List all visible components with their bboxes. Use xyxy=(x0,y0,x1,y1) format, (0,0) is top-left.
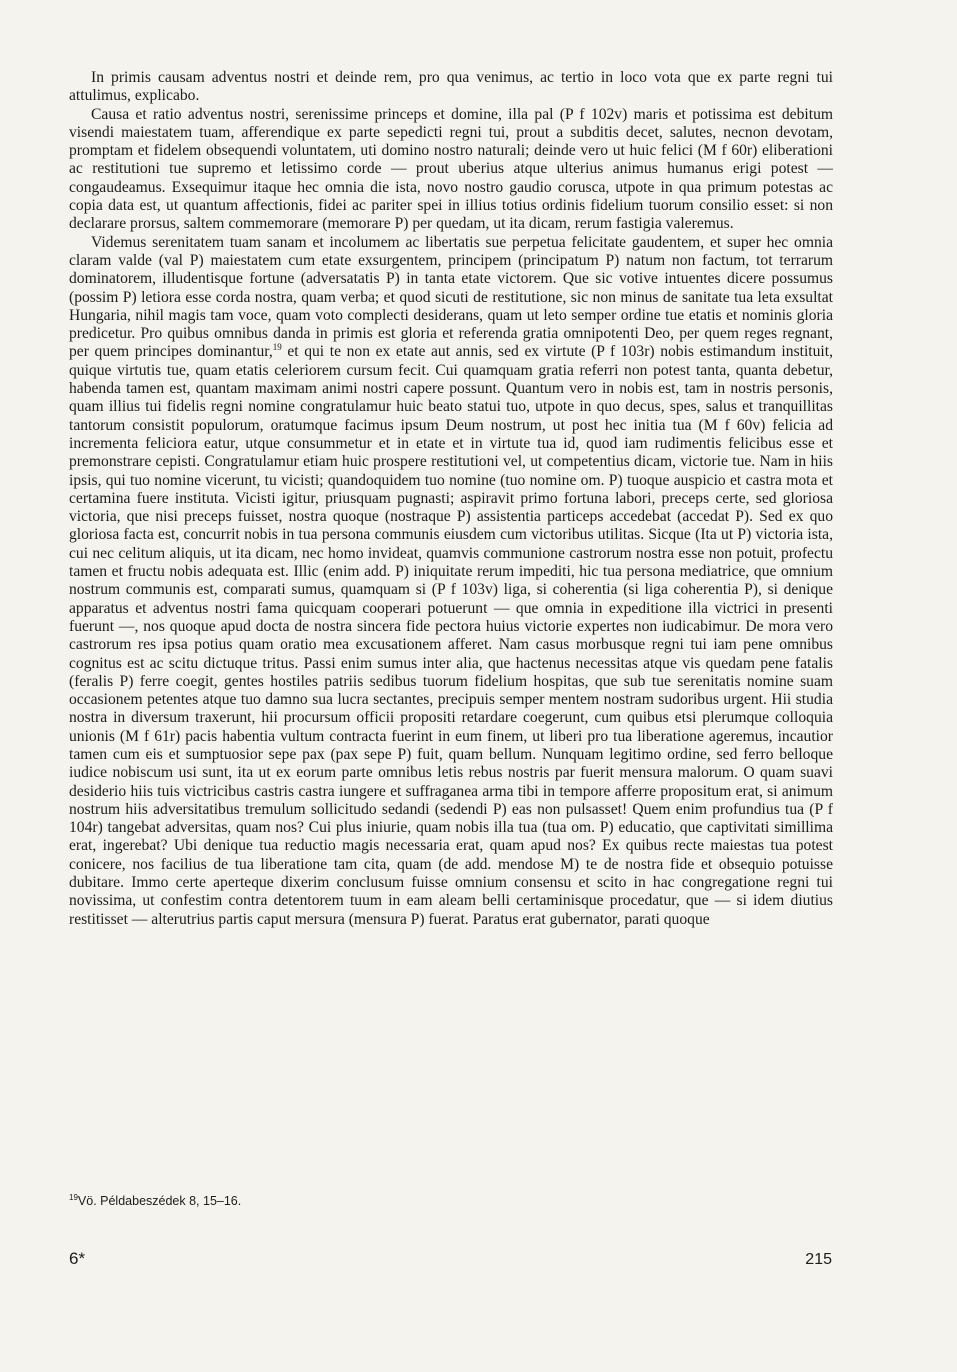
paragraph-intro: In primis causam adventus nostri et deinde rem, pro qua venimus, ac tertio in loco vota que ex parte regni tui attulimus, explicabo. xyxy=(69,69,833,105)
page-number: 215 xyxy=(805,1251,832,1268)
paragraph-videmus-part2: et qui te non ex etate aut annis, sed ex virtute (P f 103r) nobis estimandum instituit, quique virtutis tue, quam etatis celeriorem cursum fecit. Cui quamquam gratia referri non potest tanta, quanta debetur, habenda tamen est, quantam maximam animi nostri capere possunt. Quantum vero in nobis est, tam in nostris personis, quam illius tui fidelis regni nomine congratulamur huic beato statui tuo, utpote in quo decus, spes, salus et tranquillitas tantorum consistit populorum, oratumque facimus ipsum Deum nostrum, ut post hec initia tua (M f 60v) felicia ad incrementa feliciora eatur, utque consummetur et in etate et in virtute tua id, quod iam rudimentis felicibus esse et premonstrare cepisti. Congratulamur etiam huic prospere restitutioni vel, ut competentius dicam, victorie tue. Nam in hiis ipsis, qui tuo nomine vicerunt, tu vicisti; quandoquidem tuo nomine (tuo nomine om. P) tuoque auspicio et castra mota et certamina fuere instituta. Vicisti igitur, priusquam pugnasti; aspiravit primo fortuna labori, preceps certe, sed gloriosa victoria, que nisi preceps fuisset, nostra quoque (nostraque P) assistentia particeps accedebat (accedat P). Sed ex quo gloriosa facta est, concurrit nobis in tua persona communis eiusdem cum victoribus utilitas. Sicque (Ita ut P) victoria ista, cui nec celitum aliquis, ut ita dicam, nec homo invideat, quamvis communione castrorum nostra esse non potuit, profectu tamen et fructu nobis adequata est. Illic (enim add. P) iniquitate rerum impediti, hic tua persona mediatrice, que omnium nostrum communis est, comparati sumus, quamquam si (P f 103v) liga, si coherentia (si ligа coherentia P), si denique apparatus et adventus nostri fama quicquam cooperari potuerunt — que omnia in expeditione illa victrici in presenti fuerunt —, nos quoque apud docta de nostra sincera fide pectora huius victorie expertes non iudicabimur. De mora vero castrorum res ipsa potius quam oratio mea excusationem afferet. Nam casus morbusque regni tui iam pene omnibus cognitus est ac scitu dictuque tritus. Passi enim sumus inter alia, que hactenus necessitas atque vis quedam pene fatalis (feralis P) ferre coegit, gentes hostiles patriis sedibus tuorum fidelium hospitas, que sub tue serenitatis nomine suam occasionem petentes atque tuo damno sua lucra sectantes, precipuis semper mentem nostram sudoribus urgent. Hii studia nostra in diversum traxerunt, hii procursum officii propositi retardare coegerunt, cum quibus etsi plerumque colloquia unionis (M f 61r) pacis habentia vultum contracta fuerint in eum finem, ut liberi pro tua liberatione ageremus, incautior tamen cum eis et sumptuosior sepe pax (pax sepe P) fuit, quam bellum. Nunquam legitimo ordine, sed ferro belloque iudice nobiscum usi sunt, ita ut ex eorum parte omnibus letis rebus nostris par fuerit mensura malorum. O quam suavi desiderio hiis tuis victricibus castris castra iungere et suffraganea arma tibi in tempore afferre propositum erat, si animum nostrum hiis adversitatibus tremulum sollicitudo sedandi (sedendi P) eas non pulsasset! Quem enim profundius tua (P f 104r) tangebat adversitas, quam nos? Cui plus iniurie, quam nobis illa tua (tua om. P) educatio, que captivitati simillima erat, ingerebat? Ubi denique tua reductio magis necessaria erat, quam apud nos? Ex quibus recte maiestas tua potest conicere, nos facilius de tua liberatione tam cita, quam (de add. mendose M) te de nostra fide et obsequio potuisse dubitare. Immo certe aperteque dixerim conclusum fuisse omnium consensu et scito in hac congregatione regni tui novissima, ut confestim contra detentorem tuum in eam aleam belli certaminisque procedatur, que — si idem diutius restitisset — alterutrius partis caput mersura (mensura P) fuerat. Paratus erat gubernator, parati quoque xyxy=(69,343,833,928)
footnote-reference: 19 xyxy=(272,342,282,353)
paragraph-videmus xyxy=(69,234,833,929)
footnote-mark: 19 xyxy=(69,1193,78,1202)
paragraph-causa: Causa et ratio adventus nostri, serenissime princeps et domine, illa pal (P f 102v) maris et potissima est debitum visendi maiestatem tuam, afferendique ex parte sepedicti regni tui, prout a subditis decet, salutes, necnon devotam, promptam et fidelem obsequendi voluntatem, uti domino nostro naturali; deinde vero ut huic felici (M f 60r) eliberationi ac restitutioni tue supremo et letissimo corde — prout uberius atque ulterius animus humanus erigi potest — congaudeamus. Exsequimur itaque hec omnia die ista, novo nostro gaudio corusca, utpote in qua primum potestas ac copia data est, ut quantum affectionis, fidei ac pariter spei in illius totius ordinis fidelium tuorum consilio esset: si non declarare prorsus, saltem commemorare (memorare P) per quedam, ut ita dicam, rerum fastigia valeremus. xyxy=(69,105,833,233)
footnote-text: Vö. Példabeszédek 8, 15–16. xyxy=(77,1194,242,1209)
footnote xyxy=(69,1193,241,1208)
signature-mark: 6* xyxy=(69,1249,86,1268)
paragraph-videmus-part1: Videmus serenitatem tuam sanam et incolumem ac libertatis sue perpetua felicitate gaudentem, et super hec omnia claram valde (val P) maiestatem cum etate exsurgentem, principem (principatum P) natum non factum, tot terrarum dominatorem, illudentisque fortune (adversatatis P) in tanta etate victorem. Que sic votive intuentes dicere possumus (possim P) letiora esse corda nostra, quam verba; et quod sicuti de restitutione, sic non minus de sanitate tua leta exsultat Hungaria, nihil magis tam voce, quam voto complecti desiderans, quam ut leto semper ordine tue etatis et nominis gloria predicetur. Pro quibus omnibus danda in primis est gloria et referenda gratia omnipotenti Deo, per quem reges regnant, per quem principes dominantur, xyxy=(69,233,833,361)
main-text xyxy=(69,69,833,929)
